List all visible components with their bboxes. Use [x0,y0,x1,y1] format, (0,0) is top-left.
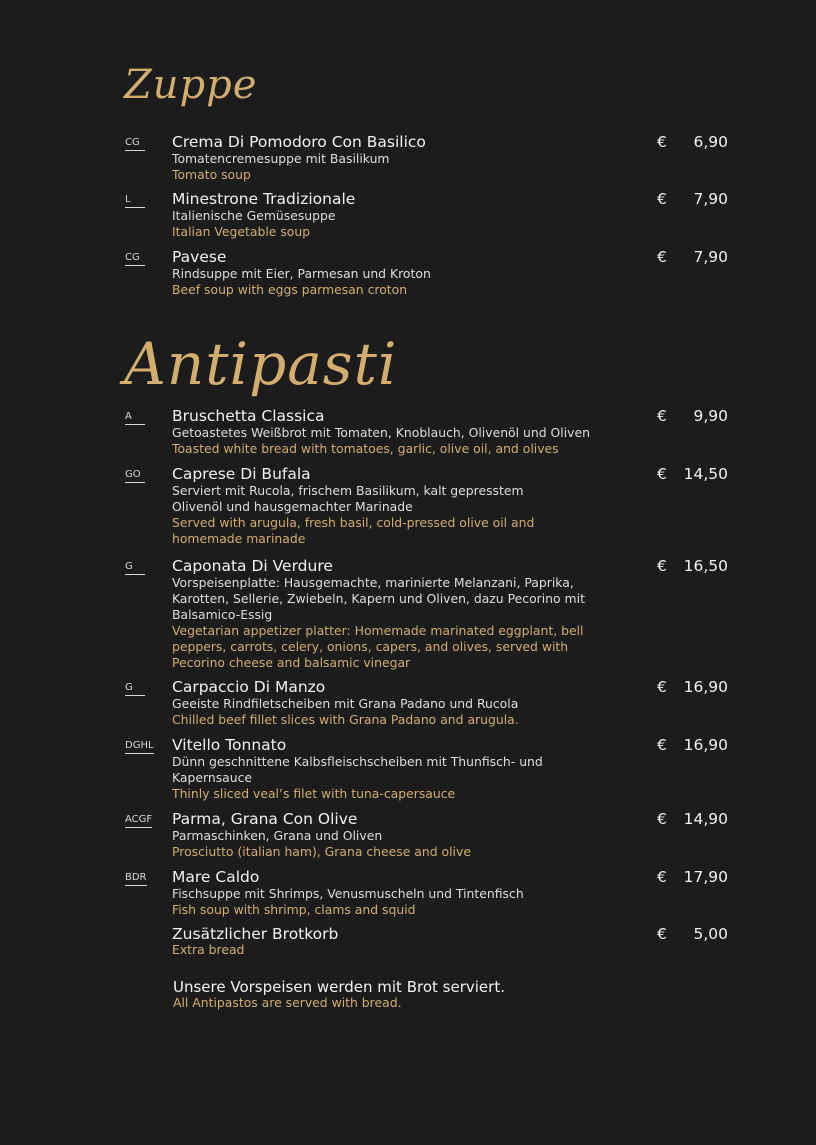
price: 16,90 [683,678,728,696]
currency-symbol: € [657,407,667,425]
currency-symbol: € [657,810,667,828]
dish-description-de: Vorspeisenplatte: Hausgemachte, marinierte Melanzani, Paprika, Karotten, Sellerie, Zwiebeln, Kapern und Oliven, dazu Pecorino mit Balsamico-Essig [172,575,585,622]
currency-symbol: € [657,736,667,754]
allergen-code: G [125,561,145,575]
dish-name: Pavese [172,248,227,266]
currency-symbol: € [657,678,667,696]
dish-name: Caprese Di Bufala [172,465,311,483]
currency-symbol: € [657,868,667,886]
section-title-zuppe: Zuppe [124,62,258,108]
price: 17,90 [683,868,728,886]
allergen-code: BDR [125,872,147,886]
dish-description-de: Parmaschinken, Grana und Oliven [172,828,383,843]
currency-symbol: € [657,248,667,266]
dish-name: Bruschetta Classica [172,407,325,425]
dish-description-en: Served with arugula, fresh basil, cold-pressed olive oil and homemade marinade [172,515,535,546]
price: 7,90 [693,190,728,208]
dish-description-en: Prosciutto (italian ham), Grana cheese and olive [172,844,471,859]
dish-description-de: Geeiste Rindfiletscheiben mit Grana Padano und Rucola [172,696,519,711]
dish-description-de: Rindsuppe mit Eier, Parmesan und Kroton [172,266,431,281]
allergen-code: CG [125,137,145,151]
dish-name: Mare Caldo [172,868,260,886]
allergen-code: A [125,411,145,425]
currency-symbol: € [657,557,667,575]
dish-description-en: Fish soup with shrimp, clams and squid [172,902,416,917]
allergen-code: GO [125,469,145,483]
dish-description-en: Beef soup with eggs parmesan croton [172,282,408,297]
dish-name: Vitello Tonnato [172,736,287,754]
dish-description-de: Tomatencremesuppe mit Basilikum [172,151,390,166]
dish-description-en: Vegetarian appetizer platter: Homemade marinated eggplant, bell peppers, carrots, celery, onions, capers, and olives, served with Pecorino cheese and balsamic vinegar [172,623,584,670]
allergen-code: DGHL [125,740,154,754]
dish-description-en: Toasted white bread with tomatoes, garlic, olive oil, and olives [172,441,559,456]
dish-name: Crema Di Pomodoro Con Basilico [172,133,426,151]
price: 7,90 [693,248,728,266]
dish-name: Minestrone Tradizionale [172,190,356,208]
dish-description-en: Extra bread [172,942,245,957]
dish-description-en: Thinly sliced veal’s filet with tuna-capersauce [172,786,456,801]
currency-symbol: € [657,465,667,483]
price: 14,90 [683,810,728,828]
dish-name: Caponata Di Verdure [172,557,333,575]
price: 16,50 [683,557,728,575]
price: 5,00 [693,925,728,943]
currency-symbol: € [657,190,667,208]
allergen-code: G [125,682,145,696]
dish-description-de: Italienische Gemüsesuppe [172,208,336,223]
allergen-code: ACGF [125,814,152,828]
price: 6,90 [693,133,728,151]
dish-name: Parma, Grana Con Olive [172,810,358,828]
allergen-code: L [125,194,145,208]
currency-symbol: € [657,925,667,943]
dish-description-en: Chilled beef fillet slices with Grana Padano and arugula. [172,712,519,727]
dish-description-en: Tomato soup [172,167,251,182]
dish-description-de: Serviert mit Rucola, frischem Basilikum, kalt gepresstem Olivenöl und hausgemachter Marinade [172,483,524,514]
price: 14,50 [683,465,728,483]
dish-description-en: Italian Vegetable soup [172,224,311,239]
price: 9,90 [693,407,728,425]
dish-name: Zusätzlicher Brotkorb [172,925,339,943]
section-title-antipasti: Antipasti [124,330,398,398]
currency-symbol: € [657,133,667,151]
bread-note: Unsere Vorspeisen werden mit Brot serviert. [173,978,505,996]
dish-description-de: Fischsuppe mit Shrimps, Venusmuscheln und Tintenfisch [172,886,524,901]
bread-note-english: All Antipastos are served with bread. [173,995,402,1010]
price: 16,90 [683,736,728,754]
dish-description-de: Dünn geschnittene Kalbsfleischscheiben mit Thunfisch- und Kapernsauce [172,754,543,785]
dish-name: Carpaccio Di Manzo [172,678,326,696]
allergen-code: CG [125,252,145,266]
dish-description-de: Getoastetes Weißbrot mit Tomaten, Knoblauch, Olivenöl und Oliven [172,425,590,440]
